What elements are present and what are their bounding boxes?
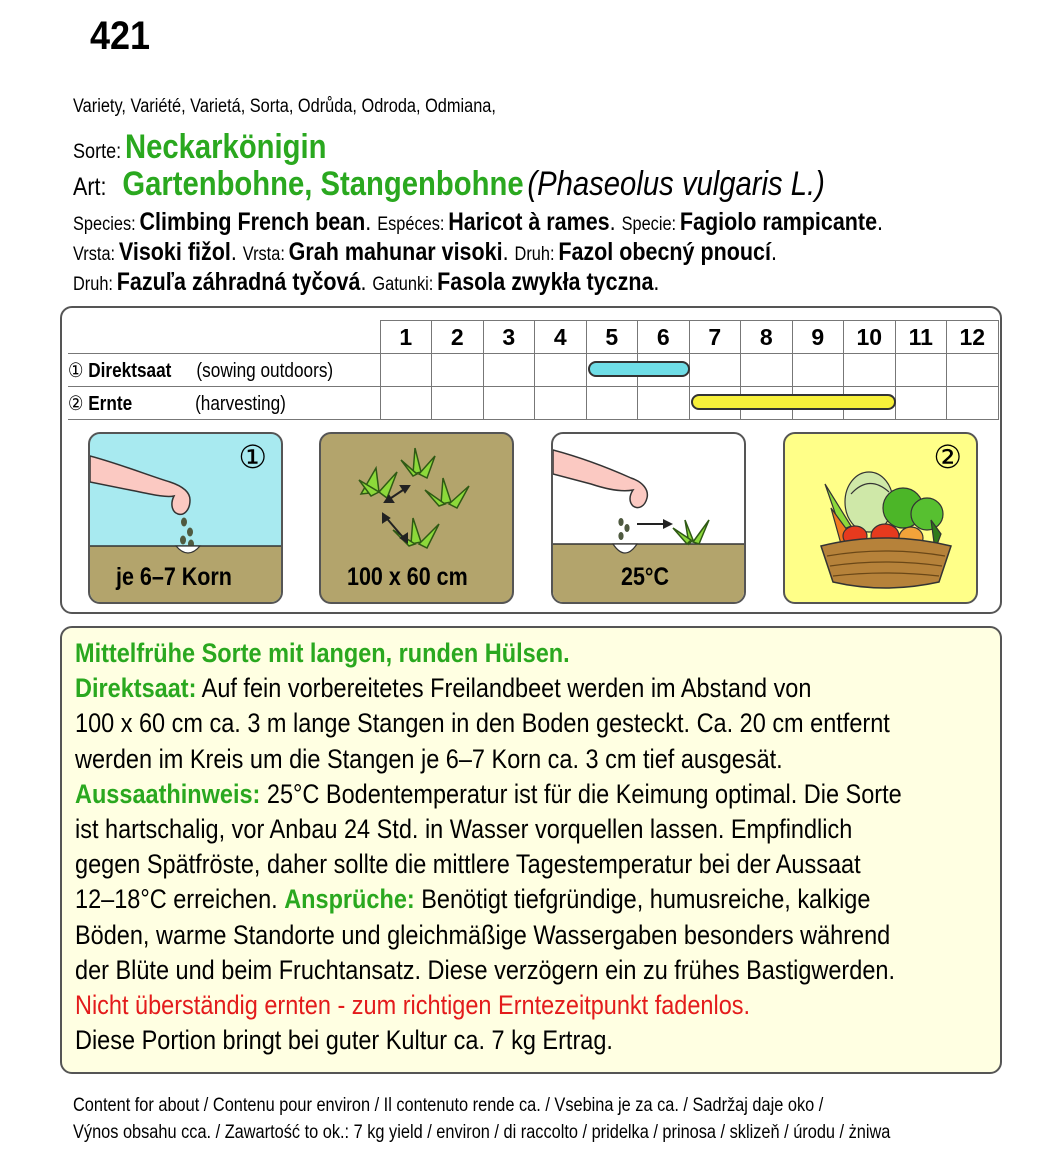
label-aussaathinweis: Aussaathinweis: <box>75 778 261 809</box>
sorte-label: Sorte: <box>73 140 122 163</box>
month-11: 11 <box>895 321 947 354</box>
yield-note: Diese Portion bringt bei guter Kultur ca. 7 kg Ertrag. <box>75 1025 613 1056</box>
month-5: 5 <box>586 321 638 354</box>
month-9: 9 <box>792 321 844 354</box>
month-7: 7 <box>689 321 741 354</box>
description-text: Mittelfrühe Sorte mit langen, runden Hülsen. Direktsaat: Auf fein vorbereitetes Freilandbeet werden im Abstand von 100 x 60 cm ca. 3 m lange Stangen in den Boden gesteckt. Ca. 20 cm entfernt werden im Kreis um die Stangen je 6–7 Korn ca. 3 cm tief ausgesät. Aussaathinweis: 25°C Bodentemperatur ist für die Keimung optimal. Die Sorte ist hartschalig, vor Anbau 24 Std. in Wasser vorquellen lassen. Empfindlich gegen Spätfröste, daher sollte die mittlere Tagestemperatur bei der Aussaat 12–18°C erreichen. Ansprüche: Benötigt tiefgründige, humusreiche, kalkige Böden, warme Standorte und gleichmäßige Wassergaben besonders während der Blüte und beim Fruchtansatz. Diese verzögern ein zu frühes Bastigwerden. Nicht überständig ernten - zum richtigen Erntezeitpunkt fadenlos. Diese Portion bringt bei guter Kultur ca. 7 kg Ertrag. <box>75 636 902 1058</box>
month-12: 12 <box>947 321 999 354</box>
month-4: 4 <box>535 321 587 354</box>
pictogram-harvest <box>783 432 978 604</box>
description-panel <box>60 626 1002 1074</box>
pictogram-sowing <box>88 432 283 604</box>
art-line <box>73 165 825 204</box>
caption-temperature: 25°C <box>621 563 670 591</box>
art-label: Art: <box>73 173 107 201</box>
article-number: 421 <box>90 14 151 58</box>
row-translation-sowing: (sowing outdoors) <box>196 359 334 382</box>
row-label-direktsaat: Direktsaat <box>88 359 172 382</box>
sowing-calendar <box>68 320 999 420</box>
caption-seeds-per-hole: je 6–7 Korn <box>116 563 232 591</box>
row-translation-harvest: (harvesting) <box>195 392 286 415</box>
variety-name: Neckarkönigin <box>125 128 327 166</box>
variety-line <box>73 128 327 167</box>
pictogram-temperature <box>551 432 746 604</box>
pictogram-spacing <box>319 432 514 604</box>
art-latin: (Phaseolus vulgaris L.) <box>527 165 825 203</box>
month-10: 10 <box>844 321 896 354</box>
species-line-1: Species: Climbing French bean. Espéces: Haricot à rames. Specie: Fagiolo rampicante. <box>73 208 884 236</box>
month-3: 3 <box>483 321 535 354</box>
month-8: 8 <box>741 321 793 354</box>
marker-harvest: ② <box>933 439 962 475</box>
month-6: 6 <box>638 321 690 354</box>
row-label-ernte: Ernte <box>88 392 133 415</box>
harvest-warning: Nicht überständig ernten - zum richtigen Erntezeitpunkt fadenlos. <box>75 990 751 1021</box>
description-headline: Mittelfrühe Sorte mit langen, runden Hülsen. <box>75 638 570 668</box>
art-name: Gartenbohne, Stangenbohne <box>122 165 524 203</box>
marker-sowing: ① <box>238 439 267 475</box>
footer <box>73 1092 890 1146</box>
species-line-2: Vrsta: Visoki fižol. Vrsta: Grah mahunar visoki. Druh: Fazol obecný pnoucí. <box>73 238 777 266</box>
calendar-row-sowing: ① Direktsaat (sowing outdoors) <box>68 354 998 387</box>
calendar-panel <box>60 306 1002 614</box>
calendar-row-harvest: ② Ernte (harvesting) <box>68 387 998 420</box>
label-ansprueche: Ansprüche: <box>284 884 415 915</box>
label-direktsaat: Direktsaat: <box>75 673 197 704</box>
caption-spacing: 100 x 60 cm <box>347 563 468 591</box>
variety-labels: Variety, Variété, Varietá, Sorta, Odrůda, Odroda, Odmiana, <box>73 96 496 117</box>
month-1: 1 <box>380 321 432 354</box>
footer-line-1: Content for about / Contenu pour environ / Il contenuto rende ca. / Vsebina je za ca. / Sadržaj daje oko / <box>73 1095 824 1116</box>
month-2: 2 <box>432 321 484 354</box>
footer-line-2: Výnos obsahu cca. / Zawartość to ok.: 7 kg yield / environ / di raccolto / pridelka / prinosa / sklizeň / úrodu / żniwa <box>73 1122 891 1143</box>
species-line-3: Druh: Fazuľa záhradná tyčová. Gatunki: Fasola zwykła tyczna. <box>73 268 660 296</box>
calendar-header-row <box>68 321 998 354</box>
